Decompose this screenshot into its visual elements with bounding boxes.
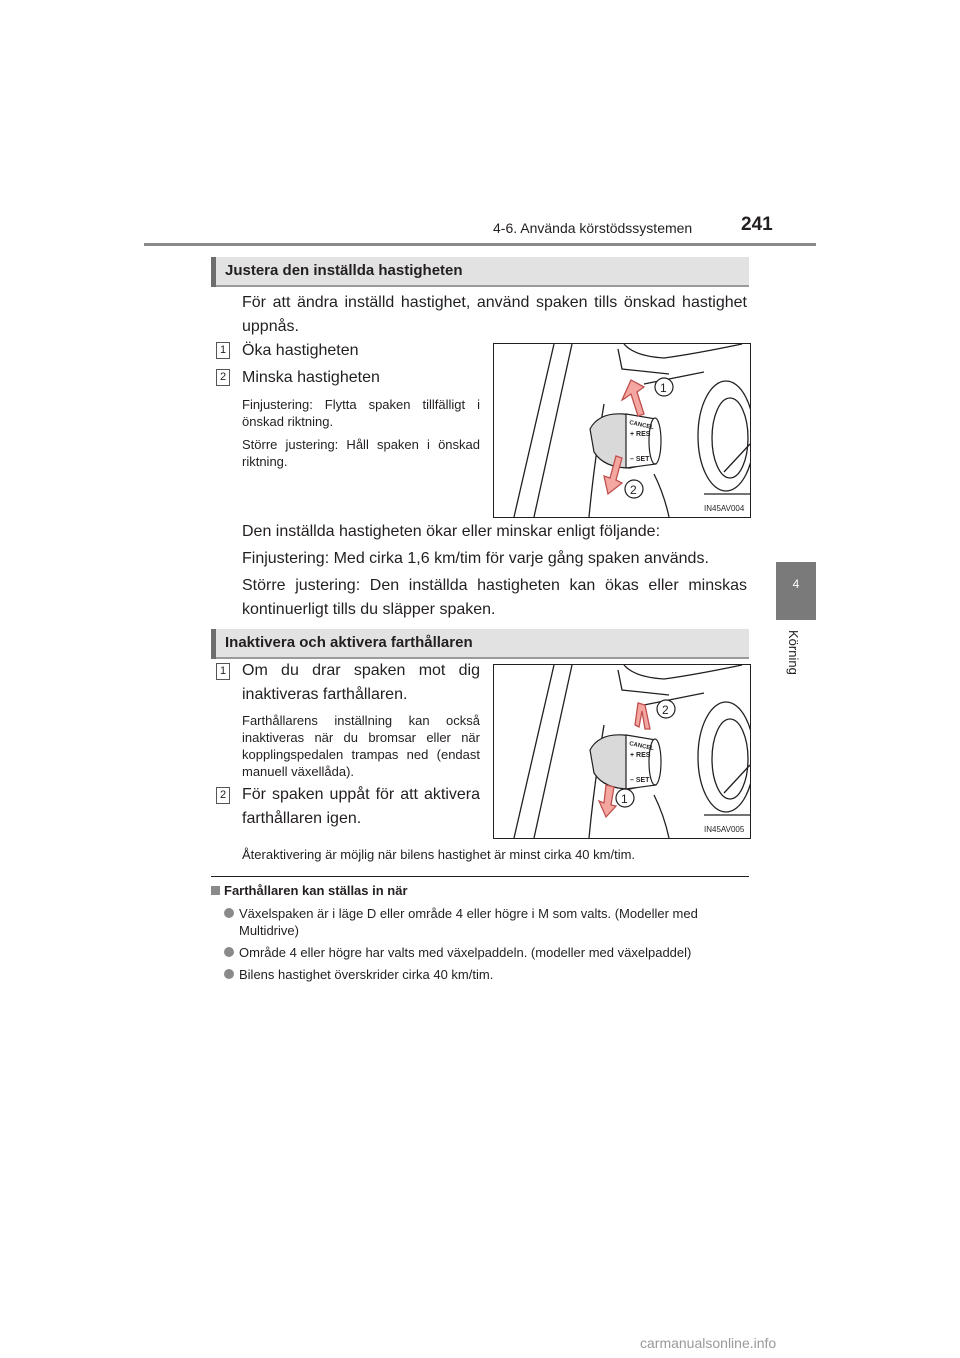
- item-text: För spaken uppåt för att aktivera farthållaren igen.: [242, 786, 480, 827]
- circle-bullet-icon: [224, 969, 234, 979]
- arrow-pull-icon: [599, 785, 616, 817]
- note-bullet: [224, 966, 748, 983]
- lever-drawing: [494, 344, 750, 517]
- item-text: Om du drar spaken mot dig inaktiveras farthållaren.: [242, 662, 480, 703]
- square-bullet-icon: [211, 886, 220, 895]
- item-number-badge: 1: [216, 342, 230, 359]
- lever-label: + RES: [630, 431, 651, 438]
- section1-para-fine: Finjustering: Med cirka 1,6 km/tim för varje gång spaken används.: [242, 550, 709, 567]
- section-heading-title: Justera den inställda hastigheten: [225, 262, 463, 279]
- section2-footnote: Återaktivering är möjlig när bilens hastighet är minst cirka 40 km/tim.: [242, 847, 636, 862]
- section-heading-title: Inaktivera och aktivera farthållaren: [225, 634, 473, 651]
- notes-heading: [211, 883, 408, 898]
- callout-number: 1: [621, 792, 628, 806]
- item-text: Öka hastigheten: [242, 342, 359, 359]
- item-number-badge: 1: [216, 663, 230, 680]
- chapter-label-text: Körning: [786, 630, 801, 675]
- note-bullet-text: Område 4 eller högre har valts med växelpaddeln. (modeller med växelpaddel): [239, 945, 692, 960]
- callout-number: 2: [662, 703, 669, 717]
- note-bullet: [224, 944, 748, 961]
- page-number: 241: [741, 214, 773, 235]
- lever-label: + RES: [630, 752, 651, 759]
- item-number-badge: 2: [216, 369, 230, 386]
- lever-illustration-adjust: [493, 343, 751, 518]
- lever-label: – SET: [630, 456, 650, 463]
- circle-bullet-icon: [224, 947, 234, 957]
- note-bullet-text: Växelspaken är i läge D eller område 4 eller högre i M som valts. (Modeller med Multidrive): [239, 906, 698, 938]
- illustration-code: IN45AV005: [704, 825, 745, 834]
- chapter-number: 4: [792, 577, 800, 591]
- circle-bullet-icon: [224, 908, 234, 918]
- lever-label: – SET: [630, 777, 650, 784]
- section1-para-change: Den inställda hastigheten ökar eller minskar enligt följande:: [242, 523, 661, 540]
- section-heading-bar: [211, 257, 216, 287]
- section-heading-bar: [211, 629, 216, 659]
- section-heading-cruise-toggle: [211, 629, 749, 659]
- item-number-badge: 2: [216, 787, 230, 804]
- arrow-up-icon: [622, 380, 644, 416]
- lever-label: CANCEL: [628, 420, 655, 432]
- notes-heading-text: Farthållaren kan ställas in när: [224, 883, 408, 898]
- lever-label: CANCEL: [628, 741, 655, 753]
- note-bullet-text: Bilens hastighet överskrider cirka 40 km/tim.: [239, 967, 494, 982]
- arrow-up-icon: [635, 703, 650, 729]
- callout-number: 1: [660, 381, 667, 395]
- item-text: Minska hastigheten: [242, 369, 380, 386]
- section1-para-large: Större justering: Den inställda hastigheten kan ökas eller minskas kontinuerligt tills du släpper spaken.: [242, 577, 747, 618]
- callout-number: 2: [630, 483, 637, 497]
- chapter-tab: [776, 562, 816, 620]
- section2-note: Farthållarens inställning kan också inaktiveras när du bromsar eller när kopplingspedalen trampas ned (endast manuell växellåda).: [242, 713, 480, 779]
- notes-rule: [211, 876, 749, 877]
- section-heading-adjust-speed: [211, 257, 749, 287]
- watermark: carmanualsonline.info: [640, 1335, 777, 1351]
- illustration-code: IN45AV004: [704, 504, 745, 513]
- note-bullet: [224, 905, 748, 939]
- running-header: 4-6. Använda körstödssystemen: [493, 220, 693, 236]
- section1-intro: För att ändra inställd hastighet, använd spaken tills önskad hastighet uppnås.: [242, 294, 747, 335]
- lever-drawing: [494, 665, 750, 838]
- header-rule: [144, 243, 816, 246]
- chapter-label: [778, 630, 818, 690]
- section1-note-large: Större justering: Håll spaken i önskad riktning.: [242, 437, 480, 469]
- section1-note-fine: Finjustering: Flytta spaken tillfälligt i önskad riktning.: [242, 397, 480, 429]
- lever-illustration-toggle: [493, 664, 751, 839]
